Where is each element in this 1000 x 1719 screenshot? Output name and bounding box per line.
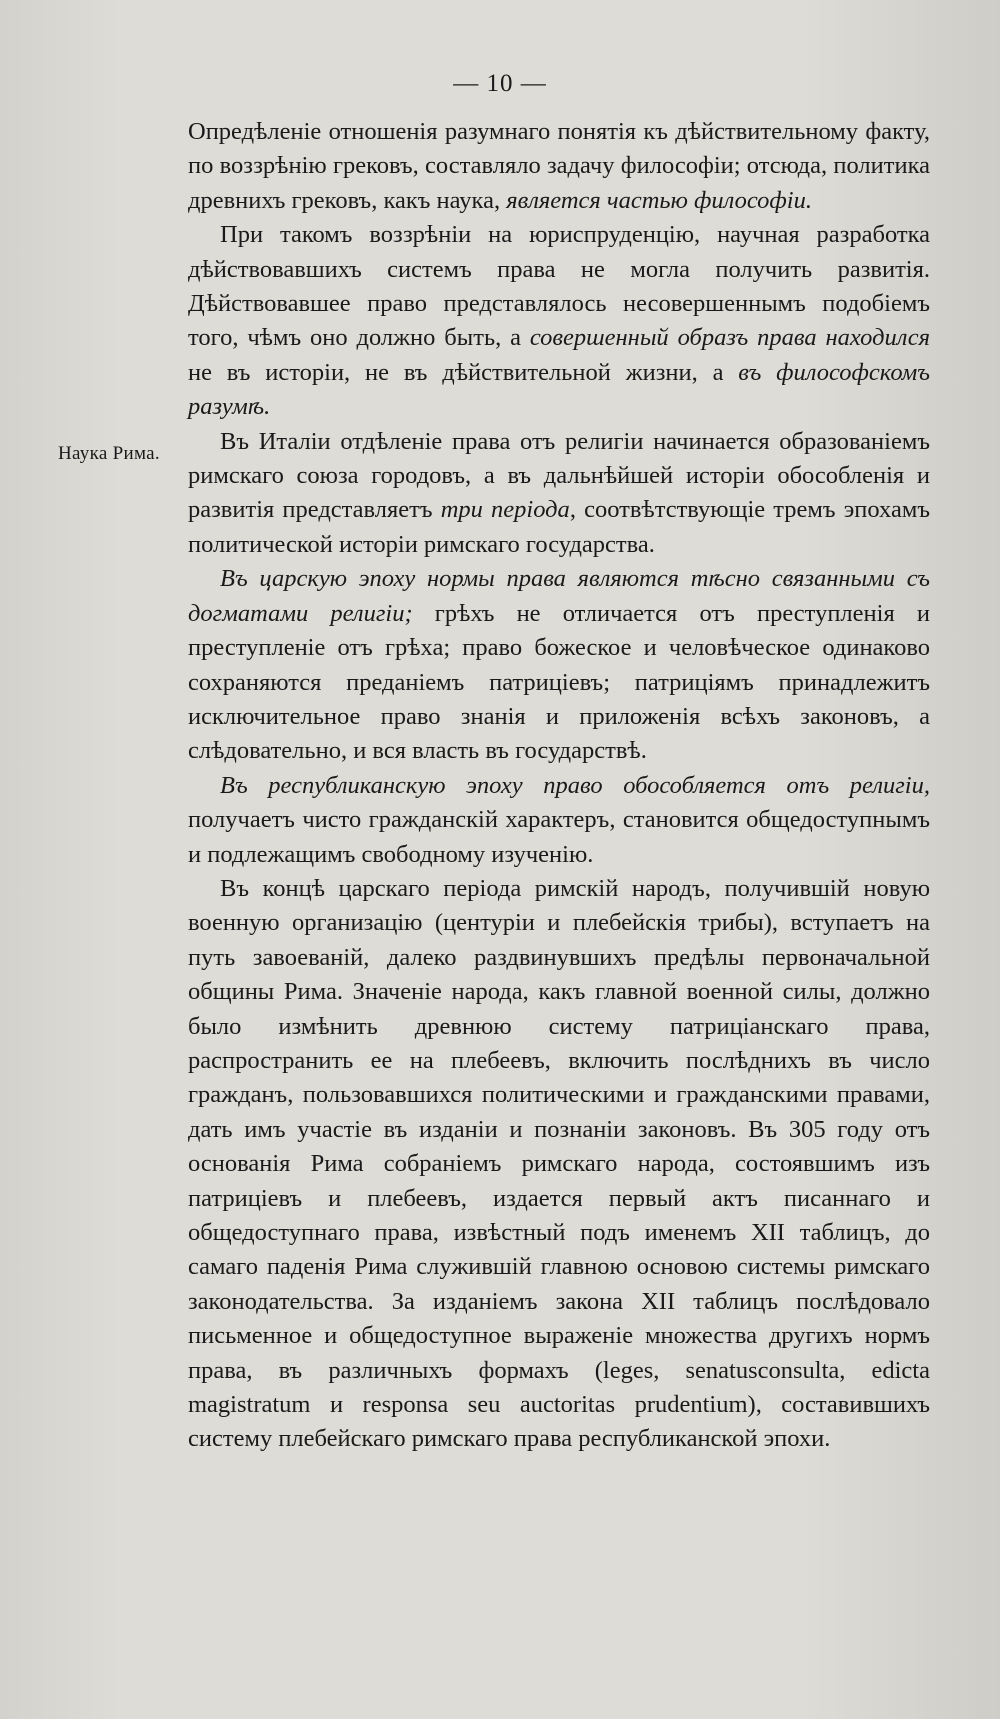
italic-text-segment: три періода xyxy=(440,496,570,524)
paragraph xyxy=(188,218,930,424)
text-segment: Въ Италіи отдѣленіе права отъ религіи начинается образованіемъ римскаго союза городовъ, а въ дальнѣйшей исторіи обособленія и развитія представляетъ xyxy=(188,427,930,524)
text-segment: При такомъ воззрѣніи на юриспруденцію, научная разработка дѣйствовавшихъ системъ права не могла получить развитія. Дѣйствовавшее право представлялось несовершеннымъ подобіемъ того, чѣмъ оно должно быть, а xyxy=(188,221,930,352)
italic-text-segment: Въ царскую эпоху нормы права являются тѣсно связанными съ догматами религіи; xyxy=(188,565,930,627)
page-number: — 10 — xyxy=(453,70,547,97)
body-text xyxy=(188,115,930,1457)
text-segment: Въ концѣ царскаго періода римскій народъ, получившій новую военную организацію (центуріи и плебейскія трибы), вступаетъ на путь завоеваній, далеко раздвинувшихъ предѣлы первоначальной общины Рима. Значеніе народа, какъ главной военной силы, должно было измѣнить древнюю систему патриціанскаго права, распространить ее на плебеевъ, включить послѣднихъ въ число гражданъ, пользовавшихся политическими и гражданскими правами, дать имъ участіе въ изданіи и познаніи законовъ. Въ 305 году отъ основанія Рима собраніемъ римскаго народа, состоявшимъ изъ патриціевъ и плебеевъ, издается первый актъ писаннаго и общедоступнаго права, извѣстный подъ именемъ XII таблицъ, до самаго паденія Рима служившій главною основою системы римскаго законодательства. За изданіемъ закона XII таблицъ послѣдовало письменное и общедоступное выраженіе множества другихъ нормъ права, въ различныхъ формахъ (leges, senatusconsulta, edicta magistratum и responsa seu auctoritas prudentium), составившихъ систему плебейскаго римскаго права республиканской эпохи. xyxy=(188,874,930,1453)
text-segment: Опредѣленіе отношенія разумнаго понятія къ дѣйствительному факту, по воззрѣнію грековъ, составляло задачу философіи; отсюда, политика древнихъ грековъ, какъ наука, xyxy=(188,118,930,214)
text-segment: , соотвѣтствующіе тремъ эпохамъ политической исторіи римскаго государства. xyxy=(188,496,930,558)
paragraph xyxy=(188,769,930,872)
paragraph xyxy=(188,115,930,218)
italic-text-segment: Въ республиканскую эпоху право обособляется отъ религіи, xyxy=(220,771,930,799)
paragraph xyxy=(188,872,930,1457)
italic-text-segment: въ философскомъ разумѣ. xyxy=(188,358,930,421)
italic-text-segment: совершенный образъ права находился xyxy=(529,324,930,352)
text-segment: не въ исторіи, не въ дѣйствительной жизни, а xyxy=(188,358,739,386)
margin-note: Наука Рима. xyxy=(58,443,160,464)
italic-text-segment: является частью философіи. xyxy=(506,186,812,214)
paragraph xyxy=(188,425,930,563)
text-segment: грѣхъ не отличается отъ преступленія и преступленіе отъ грѣха; право божеское и человѣческое одинаково сохраняются преданіемъ патриціевъ; патриціямъ принадлежитъ исключительное право знанія и приложенія всѣхъ законовъ, а слѣдовательно, и вся власть въ государствѣ. xyxy=(188,599,931,765)
paragraph xyxy=(188,562,930,768)
text-segment: получаетъ чисто гражданскій характеръ, становится общедоступнымъ и подлежащимъ свободному изученію. xyxy=(188,806,930,868)
